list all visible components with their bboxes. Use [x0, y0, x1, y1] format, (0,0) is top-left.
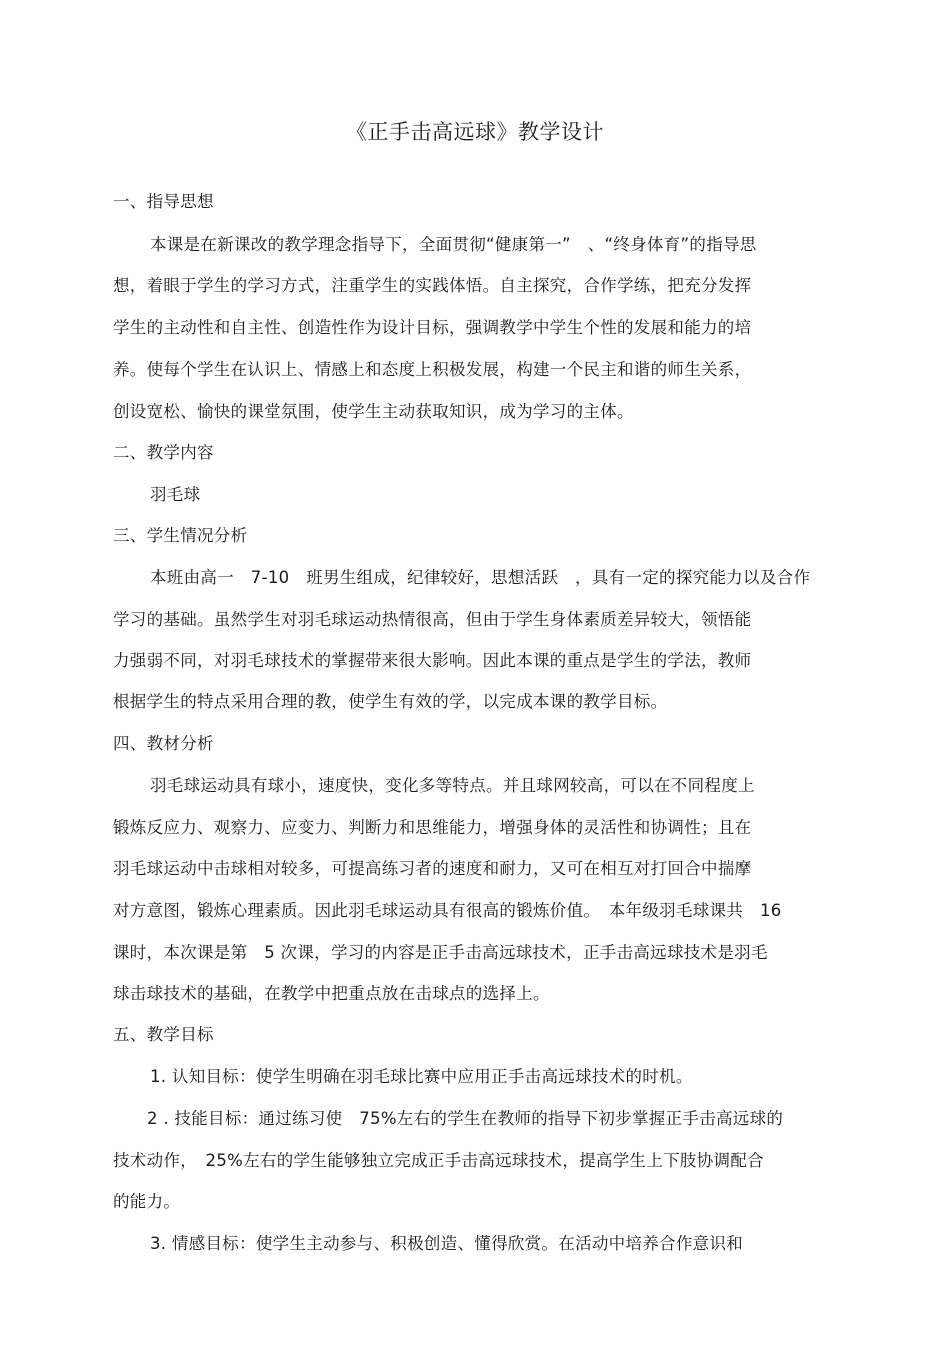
document-title: 《正手击高远球》教学设计	[346, 120, 604, 144]
paragraph-line: 根据学生的特点采用合理的教，使学生有效的学，以完成本课的教学目标。	[113, 692, 668, 711]
section-heading: 五、教学目标	[113, 1025, 214, 1044]
paragraph-line: 创设宽松、愉快的课堂氛围，使学生主动获取知识，成为学习的主体。	[113, 402, 634, 421]
paragraph-line: 羽毛球	[150, 485, 201, 504]
paragraph-line: 本课是在新课改的教学理念指导下，全面贯彻“健康第一” 、“终身体育”的指导思	[150, 235, 757, 254]
section-heading: 三、学生情况分析	[113, 526, 248, 545]
section-heading: 四、教材分析	[113, 734, 214, 753]
paragraph-line: 学生的主动性和自主性、创造性作为设计目标，强调教学中学生个性的发展和能力的培	[113, 318, 752, 337]
paragraph-line: 技术动作， 25%左右的学生能够独立完成正手击高远球技术，提高学生上下肢协调配合	[113, 1151, 764, 1170]
paragraph-line: 的能力。	[113, 1192, 181, 1211]
section-heading: 二、教学内容	[113, 443, 214, 462]
paragraph-line: 学习的基础。虽然学生对羽毛球运动热情很高，但由于学生身体素质差异较大，领悟能	[113, 610, 752, 629]
paragraph-line: 羽毛球运动具有球小，速度快，变化多等特点。并且球网较高，可以在不同程度上	[150, 776, 755, 795]
section-heading: 一、指导思想	[113, 192, 214, 211]
objective-item: 2 . 技能目标：通过练习使 75%左右的学生在教师的指导下初步掌握正手击高远球的	[147, 1109, 784, 1128]
paragraph-line: 力强弱不同，对羽毛球技术的掌握带来很大影响。因此本课的重点是学生的学法，教师	[113, 651, 752, 670]
paragraph-line: 课时，本次课是第 5 次课，学习的内容是正手击高远球技术，正手击高远球技术是羽毛	[113, 943, 768, 962]
paragraph-line: 想，着眼于学生的学习方式，注重学生的实践体悟。自主探究，合作学练，把充分发挥	[113, 276, 752, 295]
paragraph-line: 羽毛球运动中击球相对较多，可提高练习者的速度和耐力，又可在相互对打回合中揣摩	[113, 859, 752, 878]
paragraph-line: 锻炼反应力、观察力、应变力、判断力和思维能力，增强身体的灵活性和协调性；且在	[113, 818, 752, 837]
paragraph-line: 本班由高一 7-10 班男生组成，纪律较好，思想活跃 ，具有一定的探究能力以及合作	[150, 568, 811, 587]
objective-item: 3. 情感目标：使学生主动参与、积极创造、懂得欣赏。在活动中培养合作意识和	[150, 1234, 744, 1253]
objective-item: 1. 认知目标：使学生明确在羽毛球比赛中应用正手击高远球技术的时机。	[150, 1067, 693, 1086]
paragraph-line: 球击球技术的基础，在教学中把重点放在击球点的选择上。	[113, 984, 550, 1003]
paragraph-line: 养。使每个学生在认识上、情感上和态度上积极发展，构建一个民主和谐的师生关系，	[113, 360, 752, 379]
paragraph-line: 对方意图，锻炼心理素质。因此羽毛球运动具有很高的锻炼价值。 本年级羽毛球课共 16	[113, 901, 782, 920]
